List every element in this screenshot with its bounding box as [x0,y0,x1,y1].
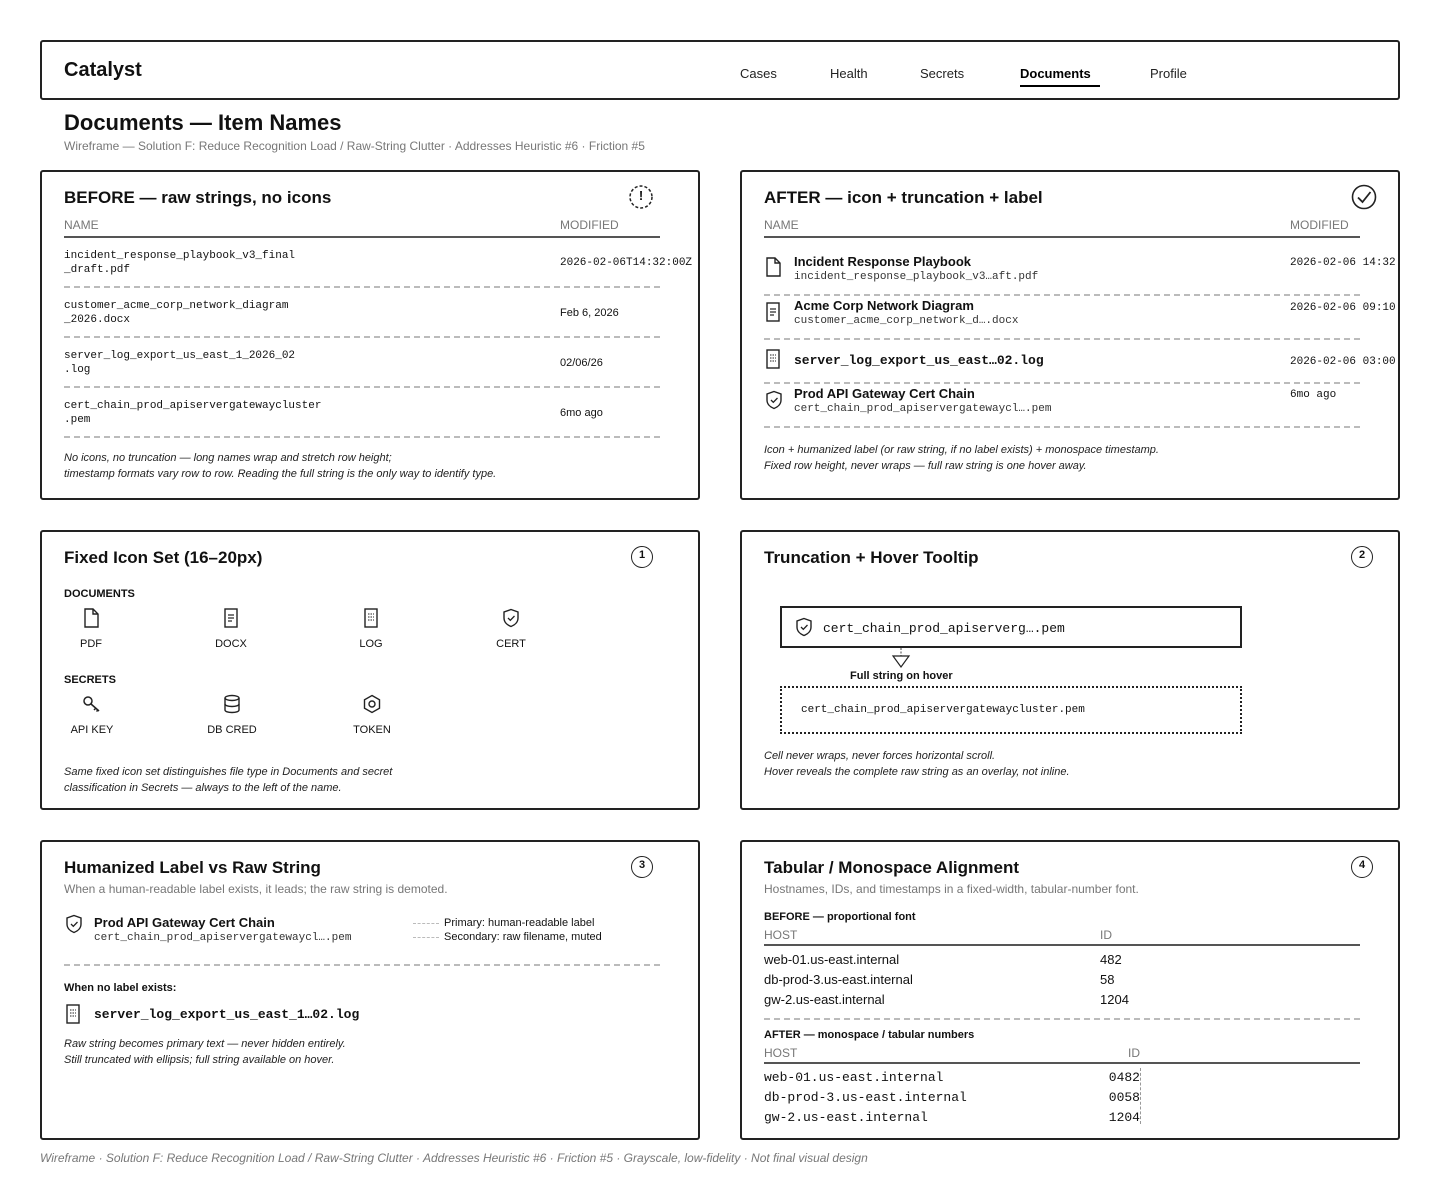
cert-icon [764,390,784,415]
truncation-note: Cell never wraps, never forces horizontal scroll. Hover reveals the complete raw string as an overlay, not inline. [764,750,1070,778]
truncated-cell[interactable] [780,606,1242,648]
humanized-subtitle: When a human-readable label exists, it leads; the raw string is demoted. [64,882,448,896]
check-circle-icon [1351,184,1377,215]
host-cell: gw-2.us-east.internal [764,1110,928,1125]
row-divider [764,294,1360,296]
database-icon [222,694,242,719]
col-name-header: NAME [64,218,99,232]
row-divider [64,336,660,338]
host-cell: web-01.us-east.internal [764,952,900,967]
documents-section-label: DOCUMENTS [64,588,135,600]
host-cell: db-prod-3.us-east.internal [764,1090,967,1105]
no-label-raw[interactable]: server_log_export_us_east_1…02.log [94,1007,360,1022]
col-id-header: ID [1100,928,1112,942]
tabular-panel [740,840,1400,1140]
host-cell: gw-2.us-east.internal [764,992,885,1007]
tooltip-text: cert_chain_prod_apiservergatewaycluster.pem [801,704,1085,716]
annotation-leader [413,923,439,924]
table-row[interactable]: customer_acme_corp_network_diagram _2026.docx [64,300,289,326]
table-row[interactable]: cert_chain_prod_apiservergatewaycluster .pem [64,400,322,426]
row-divider [764,382,1360,384]
id-cell: 58 [1100,972,1115,987]
nav-cases[interactable]: Cases [740,66,777,81]
header-rule [764,236,1360,238]
step-badge: 2 [1351,546,1373,568]
humanized-raw: cert_chain_prod_apiservergatewaycl….pem [94,932,352,944]
humanized-panel [40,840,700,1140]
before-panel [40,170,700,500]
icon-caption: CERT [496,638,526,650]
row-modified: 6mo ago [560,407,603,419]
step-badge: 1 [631,546,653,568]
cert-icon [794,617,814,642]
nav-documents[interactable]: Documents [1020,66,1091,81]
row-label[interactable]: Incident Response Playbook [794,254,971,269]
truncated-cell-text: cert_chain_prod_apiserverg….pem [823,621,1065,636]
row-modified: 2026-02-06 03:00 [1290,356,1396,368]
icon-set-note: Same fixed icon set distinguishes file type in Documents and secret classification in Secrets — always to the left of the name. [64,766,393,794]
pdf-icon [82,608,100,633]
icon-caption: TOKEN [353,724,391,736]
log-icon [362,608,380,633]
nav-active-indicator [1020,85,1100,87]
page-footer: Wireframe · Solution F: Reduce Recognition Load / Raw-String Clutter · Addresses Heuristic #6 · Friction #5 · Grayscale, low-fidelity · Not final visual design [40,1151,868,1165]
after-title: AFTER — icon + truncation + label [764,188,1043,207]
section-divider [64,964,660,966]
id-cell: 0482 [1108,1070,1140,1085]
annotation-leader [413,937,439,938]
table-row[interactable]: incident_response_playbook_v3_final _draft.pdf [64,250,296,276]
step-badge: 3 [631,856,653,878]
cert-icon [501,608,521,633]
pdf-icon [764,257,782,282]
section-divider [764,1018,1360,1020]
nav-secrets[interactable]: Secrets [920,66,965,81]
truncation-title: Truncation + Hover Tooltip [764,548,979,567]
row-label[interactable]: Prod API Gateway Cert Chain [794,386,975,401]
col-name-header: NAME [764,218,799,232]
no-label-heading: When no label exists: [64,982,177,994]
tabular-subtitle: Hostnames, IDs, and timestamps in a fixed-width, tabular-number font. [764,882,1139,896]
row-raw-name: customer_acme_corp_network_d….docx [794,315,1019,327]
row-divider [764,338,1360,340]
icon-set-panel [40,530,700,810]
row-modified: 2026-02-06 09:10 [1290,302,1396,314]
alert-icon [629,185,653,209]
docx-icon [222,608,240,633]
host-cell: web-01.us-east.internal [764,1070,944,1085]
header-rule [764,1062,1360,1064]
page-subtitle: Wireframe — Solution F: Reduce Recognition Load / Raw-String Clutter · Addresses Heuristic #6 · Friction #5 [64,139,645,153]
row-modified: 2026-02-06 14:32 [1290,257,1396,269]
row-label[interactable]: Acme Corp Network Diagram [794,298,974,313]
alignment-guide [1140,1068,1141,1124]
token-icon [362,694,382,719]
after-note: Icon + humanized label (or raw string, if no label exists) + monospace timestamp. Fixed row height, never wraps — full raw string is one hover away. [764,444,1159,472]
icon-caption: DOCX [215,638,247,650]
key-icon [82,694,102,719]
id-cell: 0058 [1108,1090,1140,1105]
after-font-label: AFTER — monospace / tabular numbers [764,1029,975,1041]
step-badge: 4 [1351,856,1373,878]
icon-caption: DB CRED [207,724,257,736]
id-cell: 1204 [1100,992,1129,1007]
row-modified: 02/06/26 [560,357,603,369]
row-divider [64,286,660,288]
page-title: Documents — Item Names [64,110,342,135]
icon-caption: LOG [359,638,383,650]
row-modified: 2026-02-06T14:32:00Z [560,257,693,269]
icon-set-title: Fixed Icon Set (16–20px) [64,548,263,567]
host-cell: db-prod-3.us-east.internal [764,972,913,987]
after-panel [740,170,1400,500]
top-nav [40,40,1400,100]
nav-health[interactable]: Health [830,66,868,81]
humanized-note: Raw string becomes primary text — never hidden entirely. Still truncated with ellipsis; full string available on hover. [64,1038,346,1066]
cert-icon [64,914,84,939]
col-host-header: HOST [764,1046,798,1060]
col-modified-header: MODIFIED [560,218,619,232]
col-id-header: ID [1128,1046,1140,1060]
log-icon [764,349,782,374]
header-rule [764,944,1360,946]
icon-caption: API KEY [70,724,114,736]
humanized-label[interactable]: Prod API Gateway Cert Chain [94,915,275,930]
brand-logo[interactable]: Catalyst [64,59,142,81]
truncation-panel [740,530,1400,810]
hover-label: Full string on hover [850,670,953,682]
row-raw-primary[interactable]: server_log_export_us_east…02.log [794,353,1044,368]
docx-icon [764,302,782,327]
row-raw-name: incident_response_playbook_v3…aft.pdf [794,271,1039,283]
row-modified: Feb 6, 2026 [560,307,619,319]
row-divider [64,386,660,388]
annotation-secondary: Secondary: raw filename, muted [444,931,602,943]
secrets-section-label: SECRETS [64,674,116,686]
log-icon [64,1004,82,1029]
tabular-title: Tabular / Monospace Alignment [764,858,1020,877]
header-rule [64,236,660,238]
col-modified-header: MODIFIED [1290,218,1349,232]
nav-profile[interactable]: Profile [1150,66,1187,81]
alert-mark: ! [638,188,644,203]
row-divider [764,426,1360,428]
row-modified: 6mo ago [1290,389,1337,401]
table-row[interactable]: server_log_export_us_east_1_2026_02 .log [64,350,296,376]
before-title: BEFORE — raw strings, no icons [64,188,332,207]
id-cell: 482 [1100,952,1122,967]
humanized-title: Humanized Label vs Raw String [64,858,321,877]
before-font-label: BEFORE — proportional font [764,911,916,923]
icon-caption: PDF [80,638,102,650]
row-divider [64,436,660,438]
annotation-primary: Primary: human-readable label [444,917,595,929]
hover-tooltip [780,686,1242,734]
id-cell: 1204 [1108,1110,1140,1125]
col-host-header: HOST [764,928,798,942]
before-note: No icons, no truncation — long names wrap and stretch row height; timestamp formats vary row to row. Reading the full string is the only way to identify type. [64,452,497,480]
row-raw-name: cert_chain_prod_apiservergatewaycl….pem [794,403,1052,415]
